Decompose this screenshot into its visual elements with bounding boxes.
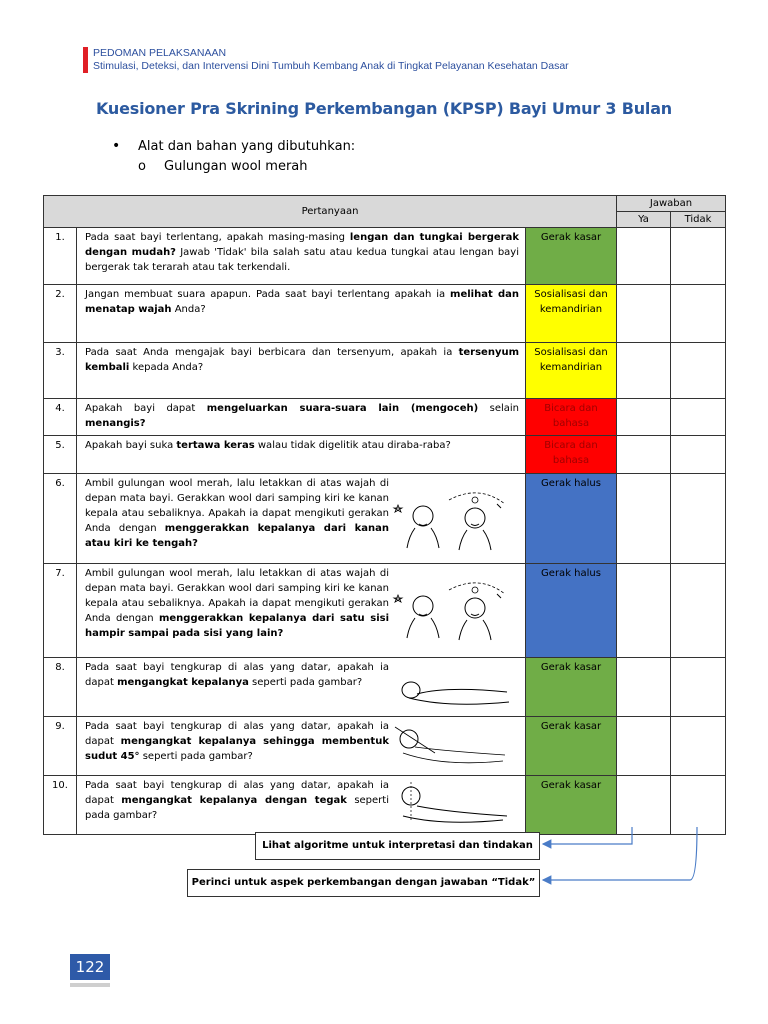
question-text: Ambil gulungan wool merah, lalu letakkan di atas wajah di depan mata bayi. Gerakkan wool dari samping kiri ke kanan kepala atau sebaliknya. Apakah ia dapat mengikuti gerakan Anda dengan [85,568,389,624]
question-text: Anda? [171,304,206,315]
note-box-detail: Perinci untuk aspek perkembangan dengan jawaban “Tidak” [187,869,540,897]
category-cell: Gerak kasar [526,228,617,285]
category-cell: Gerak kasar [526,776,617,835]
row-number: 5. [44,436,77,474]
sub-bullet-marker: o [138,159,146,174]
row-number: 7. [44,564,77,658]
category-cell: Gerak kasar [526,717,617,776]
question-text: Pada saat bayi tengkurap di alas yang datar, apakah ia dapat [85,662,389,688]
question-emphasis: menggerakkan kepalanya dari kanan atau kiri ke tengah? [85,523,389,549]
tools-heading: • Alat dan bahan yang dibutuhkan: [112,139,355,157]
question-text: seperti pada gambar? [85,795,389,821]
question-text: walau tidak digelitik atau diraba-raba? [254,440,451,451]
col-answer-header: Jawaban [617,196,726,212]
category-cell: Bicara dan bahasa [526,399,617,436]
question-text: seperti pada gambar? [248,677,363,688]
col-yes-header: Ya [617,212,671,228]
row-number: 3. [44,343,77,399]
question-text: Jawab 'Tidak' bila salah satu atau kedua tungkai atau lengan bayi bergerak tak terarah atau tak terkendali. [85,247,520,273]
category-cell: Gerak halus [526,564,617,658]
question-text: Apakah bayi dapat [85,403,207,414]
category-cell: Sosialisasi dan kemandirian [526,343,617,399]
note-box-algorithm: Lihat algoritme untuk interpretasi dan tindakan [255,832,540,860]
row-number: 2. [44,285,77,343]
question-emphasis: mengangkat kepalanya dengan tegak [121,795,347,806]
row-number: 10. [44,776,77,835]
arrow-to-detail [543,827,697,880]
category-cell: Gerak kasar [526,658,617,717]
question-emphasis: melihat dan menatap wajah [85,289,519,315]
question-text: selain [478,403,519,414]
category-cell: Bicara dan bahasa [526,436,617,474]
question-text: Jangan membuat suara apapun. Pada saat bayi terlentang apakah ia [85,289,451,300]
header-title: PEDOMAN PELAKSANAAN [93,47,227,59]
tools-item-label: Gulungan wool merah [164,159,308,174]
arrow-to-algorithm [543,827,632,844]
question-text: Ambil gulungan wool merah, lalu letakkan di atas wajah di depan mata bayi. Gerakkan wool dari samping kiri ke kanan kepala atau sebaliknya. Apakah ia dapat mengikuti gerakan Anda dengan [85,478,389,534]
question-emphasis: tertawa keras [176,440,255,451]
question-text: kepada Anda? [129,362,204,373]
row-number: 6. [44,474,77,564]
question-emphasis: mengeluarkan suara-suara lain (mengoceh) [206,403,479,414]
row-number: 9. [44,717,77,776]
question-text: Pada saat Anda mengajak bayi berbicara dan tersenyum, apakah ia [85,347,459,358]
col-no-header: Tidak [671,212,726,228]
question-text: Pada saat bayi terlentang, apakah masing-masing [85,232,350,243]
header-subtitle: Stimulasi, Deteksi, dan Intervensi Dini Tumbuh Kembang Anak di Tingkat Pelayanan Kesehatan Dasar [93,60,569,72]
category-cell: Sosialisasi dan kemandirian [526,285,617,343]
row-number: 1. [44,228,77,285]
question-text: Pada saat bayi tengkurap di alas yang datar, apakah ia dapat [85,721,389,747]
page-number: 122 [70,954,110,980]
question-emphasis: tersenyum kembali [85,347,519,373]
row-number: 8. [44,658,77,717]
question-text: Apakah bayi suka [85,440,177,451]
question-emphasis: mengangkat kepalanya sehingga membentuk sudut 45° [85,736,389,762]
row-number: 4. [44,399,77,436]
col-question-header: Pertanyaan [44,196,617,228]
category-cell: Gerak halus [526,474,617,564]
question-emphasis: mengangkat kepalanya [117,677,249,688]
page-number-underline [70,983,110,987]
question-text: Pada saat bayi tengkurap di alas yang datar, apakah ia dapat [85,780,389,806]
question-emphasis: menangis? [85,418,146,429]
question-text: seperti pada gambar? [139,751,253,762]
question-emphasis: lengan dan tungkai bergerak dengan mudah? [85,232,519,258]
question-emphasis: menggerakkan kepalanya dari satu sisi hampir sampai pada sisi yang lain? [85,613,390,639]
page-title: Kuesioner Pra Skrining Perkembangan (KPSP) Bayi Umur 3 Bulan [96,99,672,118]
